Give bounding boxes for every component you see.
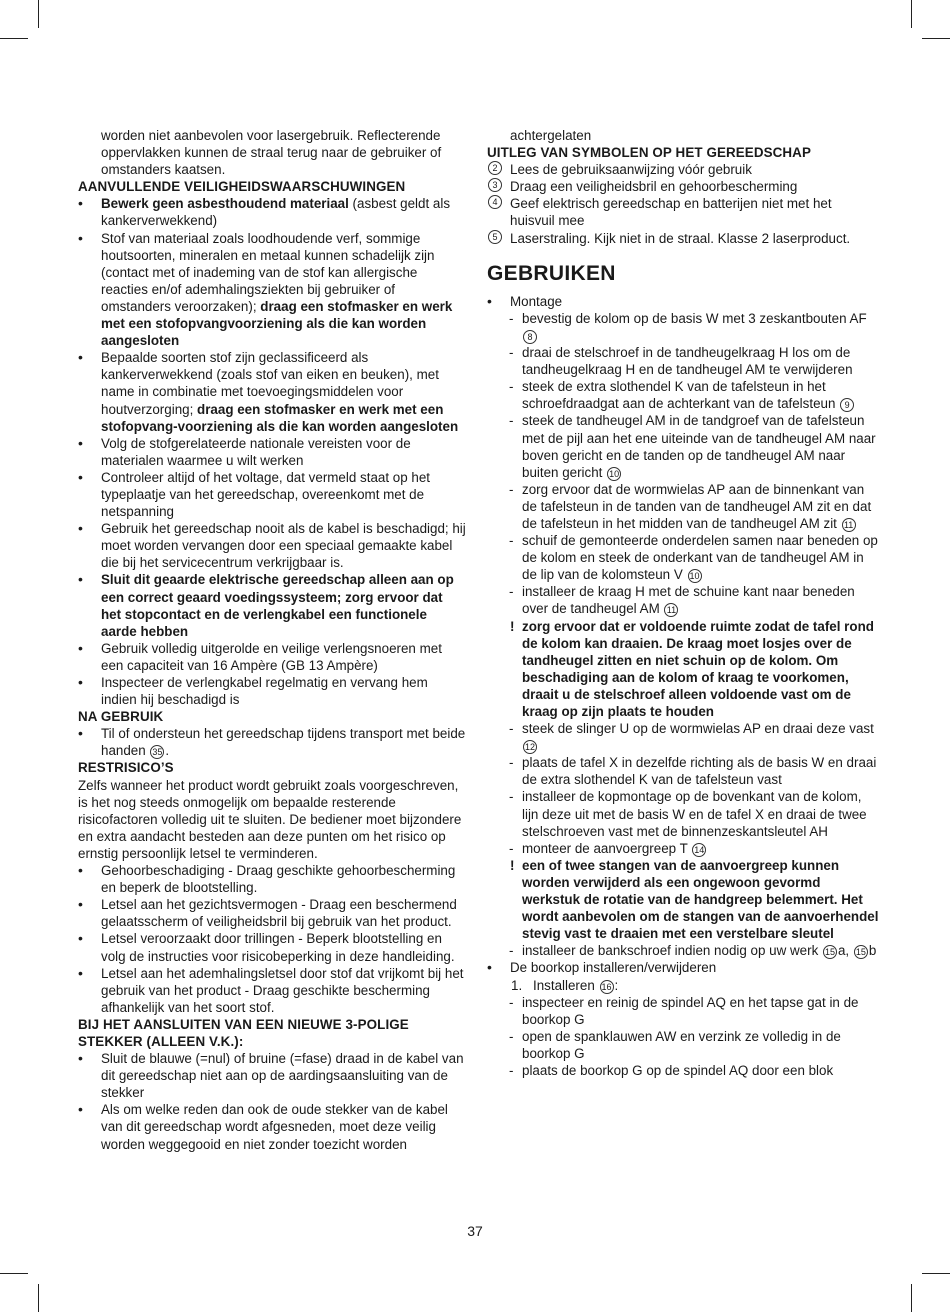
step-item: [487, 412, 879, 480]
heading-aanvullende-veiligheid: AANVULLENDE VEILIGHEIDSWAARSCHUWINGEN: [78, 179, 406, 195]
warning-item: ! zorg ervoor dat er voldoende ruimte zodat de tafel rond de kolom kan draaien. De kraag moet losjes over de tandheugel zitten en niet schuin op de kolom. Om beschadiging aan de kolom of kraag te voorkomen, draait u de stelschroef alleen voldoende vast om de kraag op zijn plaats te houden: [487, 618, 879, 721]
symbol-item: [487, 178, 879, 195]
symbol-number: 2: [488, 161, 502, 175]
symbol-text: Draag een veiligheidsbril en gehoorbescherming: [510, 179, 798, 195]
figure-ref: 10: [609, 468, 620, 479]
symbol-number: 5: [488, 230, 502, 244]
list-item: [78, 571, 466, 639]
step-item: - plaats de tafel X in dezelfde richting als de basis W en draai de extra slothendel K van de tafelsteun vast: [487, 754, 879, 788]
right-column: [487, 127, 879, 1079]
list-item: • Volg de stofgerelateerde nationale vereisten voor de materialen waarmee u wilt werken: [78, 435, 466, 469]
text: (asbest geldt als kankerverwekkend): [101, 196, 451, 229]
list-item: • Als om welke reden dan ook de oude stekker van de kabel van dit gereedschap wordt afgesneden, moet deze veilig worden weggegooid en niet zonder toezicht worden: [78, 1101, 466, 1152]
text: steek de extra slothendel K van de tafelsteun in het schroefdraadgat aan de achterkant van de tafelsteun: [522, 379, 840, 412]
crop-mark: [922, 1273, 950, 1274]
list-item: • Letsel aan het gezichtsvermogen - Draag een beschermend gelaatsscherm of veiligheidsbril bij gebruik van het product.: [78, 896, 466, 930]
text: steek de tandheugel AM in de tandgroef van de tafelsteun met de pijl aan het ene uiteinde van de tandheugel AM naar boven gericht en de tanden op de tandheugel AM naar buiten gericht: [522, 413, 876, 480]
figure-ref: 11: [664, 603, 678, 617]
symbol-item: [487, 161, 879, 178]
paragraph: Zelfs wanneer het product wordt gebruikt zoals voorgeschreven, is het nog steeds onmogelijk om bepaalde resterende risicofactoren volledig uit te sluiten. De bediener moet bijzondere en extra aandacht besteden aan deze punten om het risico op ernstig persoonlijk letsel te verminderen.: [78, 777, 462, 861]
list-item: [78, 230, 466, 350]
figure-ref: 11: [842, 518, 856, 532]
list-item: • Gebruik het gereedschap nooit als de kabel is beschadigd; hij moet worden vervangen door een speciaal gemaakte kabel die bij het servicecentrum verkrijgbaar is.: [78, 520, 466, 571]
step-item: - inspecteer en reinig de spindel AQ en het tapse gat in de boorkop G: [487, 994, 879, 1028]
text: zorg ervoor dat de wormwielas AP aan de binnenkant van de tafelsteun in de tanden van de tandheugel AM zit en dat de tafelsteun in het midden van de tandheugel AM zit: [522, 481, 872, 531]
text: schuif de gemonteerde onderdelen samen naar beneden op de kolom en steek de onderkant van de tandheugel AM in de lip van de kolomsteun V: [522, 533, 878, 583]
item-number: 1.: [511, 977, 523, 993]
step-item: [487, 720, 879, 754]
step-item: - plaats de boorkop G op de spindel AQ door een blok: [487, 1062, 879, 1079]
step-item: [487, 378, 879, 412]
list-item: • Letsel veroorzaakt door trillingen - Beperk blootstelling en volg de instructies voor risicobeperking in deze handleiding.: [78, 930, 466, 964]
text: Bepaalde soorten stof zijn geclassificeerd als kankerverwekkend (zoals stof van eiken en beuken), met name in combinatie met toevoegingsmiddelen voor houtverzorging;: [101, 350, 439, 417]
warning-item: ! een of twee stangen van de aanvoergreep kunnen worden verwijderd als een ongewoon gevormd werkstuk de rotatie van de handgreep belemmert. Het wordt aanbevolen om de stangen van de aanvoerhendel stevig vast te draaien met een verstelbare sleutel: [487, 857, 879, 942]
crop-mark: [38, 0, 39, 28]
list-item: • De boorkop installeren/verwijderen: [487, 959, 879, 976]
list-item: [78, 195, 466, 229]
page-number: 37: [467, 1223, 483, 1239]
heading-restrisicos: RESTRISICO’S: [78, 760, 174, 776]
crop-mark: [0, 38, 28, 39]
heading-stekker: BIJ HET AANSLUITEN VAN EEN NIEUWE 3-POLIGE STEKKER (ALLEEN V.K.):: [78, 1016, 409, 1049]
text: bevestig de kolom op de basis W met 3 zeskantbouten AF: [522, 310, 867, 326]
text: installeer de bankschroef indien nodig op uw werk: [522, 943, 822, 959]
text: a,: [837, 943, 850, 959]
numbered-item: [487, 977, 879, 994]
list-item: [78, 349, 466, 434]
continued-paragraph: achtergelaten: [510, 128, 592, 143]
figure-ref: 9: [840, 398, 854, 412]
list-item: • Letsel aan het ademhalingsletsel door stof dat vrijkomt bij het gebruik van het product - Draag geschikte bescherming afhankelijk van het soort stof.: [78, 965, 466, 1016]
list-item: • Sluit de blauwe (=nul) of bruine (=fase) draad in de kabel van dit gereedschap niet aan op de aardingsaansluiting van de stekker: [78, 1050, 466, 1101]
text: steek de slinger U op de wormwielas AP en draai deze vast: [522, 721, 874, 737]
figure-ref: 10: [689, 571, 700, 582]
bold-text: Sluit dit geaarde elektrische gereedschap alleen aan op een correct geaard voedingssysteem; zorg ervoor dat het stopcontact en de verlengkabel een functionele aarde hebben: [101, 572, 454, 639]
text: monteer de aanvoergreep T: [522, 840, 692, 856]
section-title: GEBRUIKEN: [487, 261, 616, 285]
symbol-text: Laserstraling. Kijk niet in de straal. Klasse 2 laserproduct.: [510, 230, 851, 246]
text: Til of ondersteun het gereedschap tijdens transport met beide handen: [101, 726, 466, 759]
figure-ref: 15: [824, 947, 835, 958]
symbol-text: Geef elektrisch gereedschap en batterijen niet met het huisvuil mee: [510, 196, 832, 229]
step-item: [487, 840, 879, 857]
left-column: [78, 127, 466, 1153]
symbol-item: [487, 230, 879, 247]
step-item: [487, 583, 879, 617]
step-item: [487, 942, 879, 959]
figure-ref: 8: [523, 330, 537, 344]
step-item: [487, 310, 879, 344]
crop-mark: [38, 1284, 39, 1312]
crop-mark: [911, 1284, 912, 1312]
step-item: [487, 481, 879, 532]
symbol-item: [487, 195, 879, 229]
list-item: • Gehoorbeschadiging - Draag geschikte gehoorbescherming en beperk de blootstelling.: [78, 862, 466, 896]
crop-mark: [911, 0, 912, 28]
list-item: • Til of ondersteun het gereedschap tijdens transport met beide handen 35 .: [78, 725, 466, 759]
text: installeer de kraag H met de schuine kant naar beneden over de tandheugel AM: [522, 584, 855, 617]
text: b: [868, 943, 877, 959]
text: :: [614, 977, 619, 993]
figure-ref: 14: [694, 844, 705, 855]
heading-na-gebruik: NA GEBRUIK: [78, 709, 164, 725]
figure-ref: 12: [524, 742, 535, 753]
list-item: • Gebruik volledig uitgerolde en veilige verlengsnoeren met een capaciteit van 16 Ampère (GB 13 Ampère): [78, 640, 466, 674]
step-item: - installeer de kopmontage op de bovenkant van de kolom, lijn deze uit met de basis W en de tafel X en draai de twee stelschroeven vast met de binnenzeskantsleutel AH: [487, 788, 879, 839]
text: Stof van materiaal zoals loodhoudende verf, sommige houtsoorten, mineralen en metaal kunnen schadelijk zijn (contact met of inademing van de stof kan allergische reacties en/of ademhalingsziekten bij gebruiker of omstanders veroorzaken);: [101, 230, 435, 314]
step-item: [487, 532, 879, 583]
symbol-number: 3: [488, 178, 502, 192]
bold-text: Bewerk geen asbesthoudend materiaal: [101, 196, 349, 212]
step-item: - draai de stelschroef in de tandheugelkraag H los om de tandheugelkraag H en de tandheugel AM te verwijderen: [487, 344, 879, 378]
symbol-text: Lees de gebruiksaanwijzing vóór gebruik: [510, 162, 752, 178]
figure-ref: 16: [601, 981, 612, 992]
figure-ref: 15: [855, 947, 866, 958]
symbol-number: 4: [488, 195, 502, 209]
bold-text: draag een stofmasker en werk met een stofopvang-voorziening als die kan worden aangesloten: [101, 401, 459, 434]
step-item: - open de spanklauwen AW en verzink ze volledig in de boorkop G: [487, 1028, 879, 1062]
crop-mark: [922, 38, 950, 39]
heading-uitleg-symbolen: UITLEG VAN SYMBOLEN OP HET GEREEDSCHAP: [487, 145, 811, 161]
list-item: • Controleer altijd of het voltage, dat vermeld staat op het typeplaatje van het gereedschap, overeenkomt met de netspanning: [78, 469, 466, 520]
text: Installeren: [533, 977, 599, 993]
crop-mark: [0, 1273, 28, 1274]
bold-text: draag een stofmasker en werk met een stofopvangvoorziening als die kan worden aangesloten: [101, 298, 453, 349]
continued-paragraph: worden niet aanbevolen voor lasergebruik. Reflecterende oppervlakken kunnen de straal terug naar de gebruiker of omstanders kaatsen.: [101, 128, 442, 178]
list-item: • Inspecteer de verlengkabel regelmatig en vervang hem indien hij beschadigd is: [78, 674, 466, 708]
figure-ref: 35: [152, 747, 163, 758]
list-item: • Montage: [487, 293, 879, 310]
